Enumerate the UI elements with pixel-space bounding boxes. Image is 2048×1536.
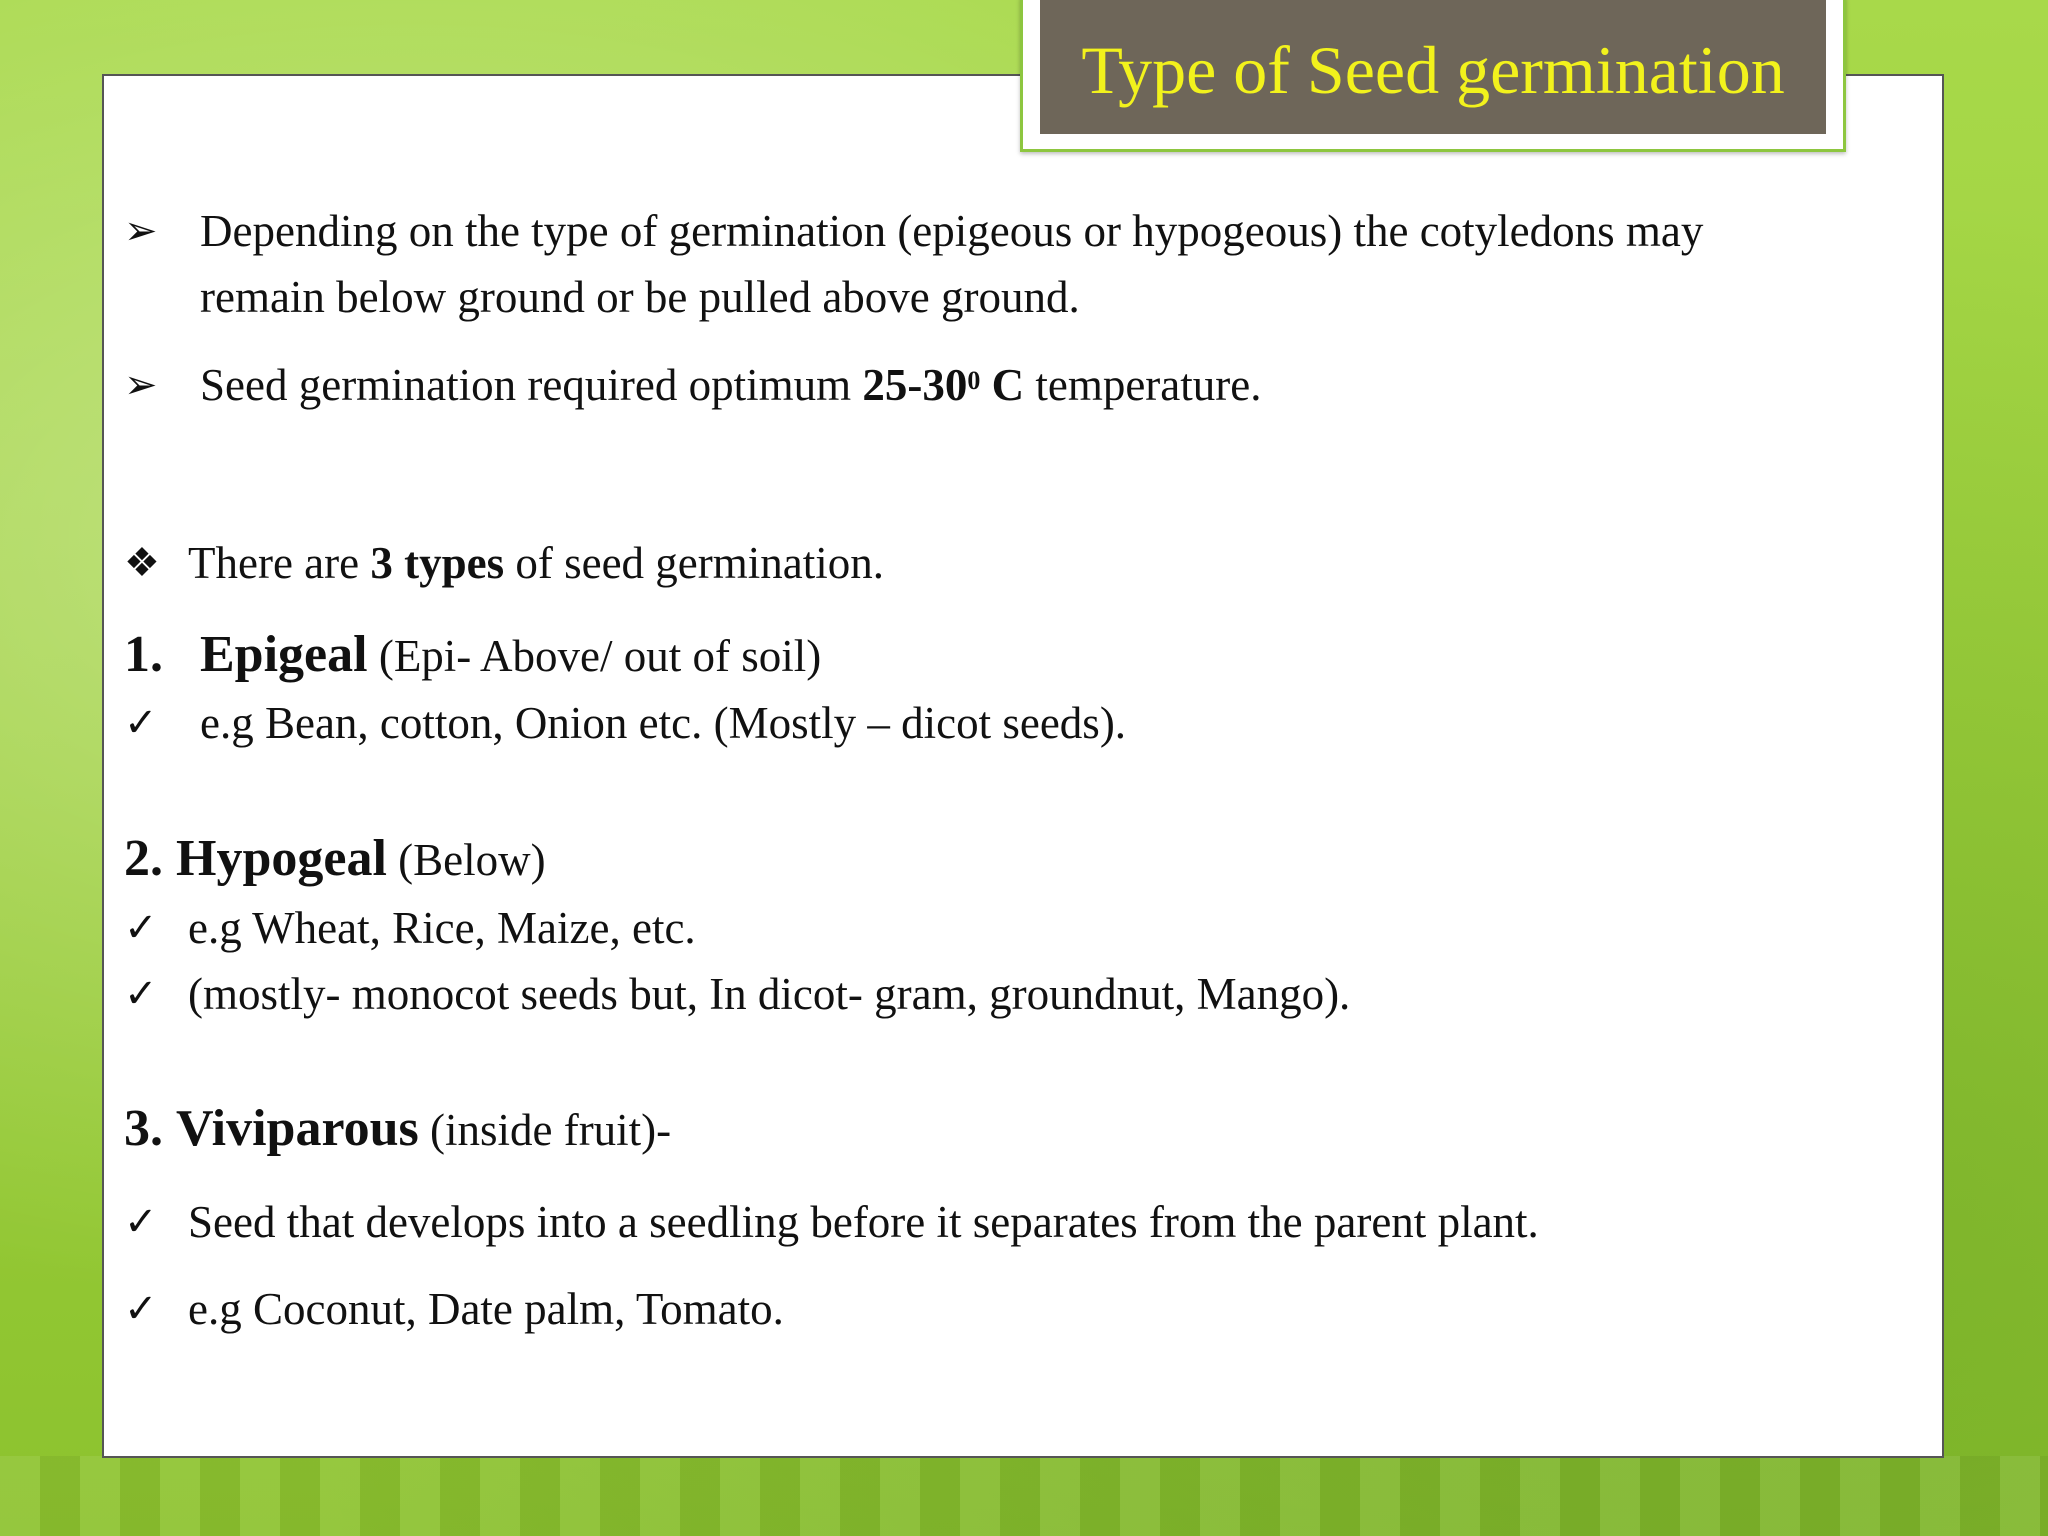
types-intro-text bbox=[188, 530, 884, 596]
background-stripes bbox=[0, 1456, 2048, 1536]
type-2-name: Hypogeal bbox=[176, 830, 387, 887]
types-intro-suffix: of seed germination. bbox=[504, 538, 884, 588]
bullet-1-line-2: remain below ground or be pulled above ground. bbox=[200, 272, 1080, 322]
bullet-2-text bbox=[200, 352, 1261, 418]
type-3-desc: (inside fruit)- bbox=[418, 1105, 672, 1155]
slide-title: Type of Seed germination bbox=[1081, 31, 1785, 108]
type-3-heading bbox=[124, 1094, 671, 1165]
types-intro-prefix: There are bbox=[188, 538, 371, 588]
type-3-item-1: Seed that develops into a seedling before it separates from the parent plant. bbox=[188, 1197, 1539, 1247]
type-3-number: 3. bbox=[124, 1100, 163, 1157]
arrow-bullet-icon: ➢ bbox=[124, 362, 158, 407]
check-icon: ✓ bbox=[124, 971, 158, 1016]
temperature-superscript: 0 bbox=[967, 366, 981, 395]
check-icon: ✓ bbox=[124, 1286, 158, 1331]
type-1-item-1: e.g Bean, cotton, Onion etc. (Mostly – dicot seeds). bbox=[200, 698, 1127, 748]
bullet-1-line-1: Depending on the type of germination (epigeous or hypogeous) the cotyledons may bbox=[200, 206, 1704, 256]
type-2-heading bbox=[124, 824, 546, 895]
type-2-desc: (Below) bbox=[386, 835, 546, 885]
type-2-item-2: (mostly- monocot seeds but, In dicot- gram, groundnut, Mango). bbox=[188, 969, 1351, 1019]
type-2-item-1: e.g Wheat, Rice, Maize, etc. bbox=[188, 903, 696, 953]
arrow-bullet-icon: ➢ bbox=[124, 208, 158, 253]
diamond-bullet-icon: ❖ bbox=[124, 540, 160, 585]
type-3-name: Viviparous bbox=[176, 1100, 419, 1157]
check-icon: ✓ bbox=[124, 700, 158, 745]
temperature-unit: C bbox=[980, 360, 1025, 410]
temperature-value: 25-30 bbox=[862, 360, 968, 410]
bullet-2-prefix: Seed germination required optimum bbox=[200, 360, 863, 410]
type-1-name: Epigeal bbox=[200, 626, 368, 683]
type-2-number: 2. bbox=[124, 830, 163, 887]
type-1-number: 1. bbox=[124, 626, 163, 683]
types-count: 3 types bbox=[370, 538, 505, 588]
type-1-desc: (Epi- Above/ out of soil) bbox=[367, 631, 822, 681]
bullet-2-suffix: temperature. bbox=[1024, 360, 1262, 410]
title-box bbox=[1040, 0, 1826, 134]
type-1-heading bbox=[200, 620, 821, 691]
check-icon: ✓ bbox=[124, 1199, 158, 1244]
check-icon: ✓ bbox=[124, 905, 158, 950]
type-3-item-2: e.g Coconut, Date palm, Tomato. bbox=[188, 1284, 784, 1334]
